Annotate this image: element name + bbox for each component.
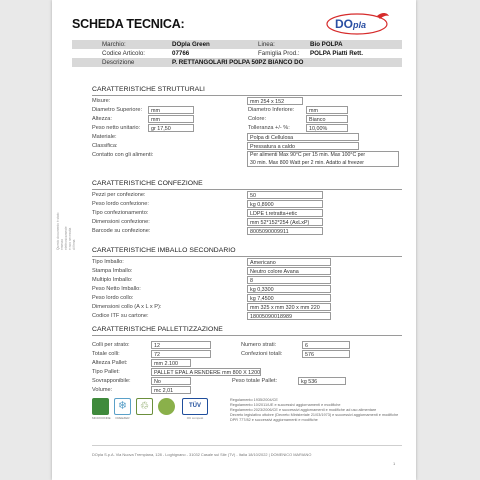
marchio-label: Marchio: bbox=[102, 40, 126, 48]
page-number: 1 bbox=[393, 461, 396, 466]
pezzi-value: 50 bbox=[247, 191, 323, 199]
linea-value: Bio POLPA bbox=[310, 40, 343, 48]
diametro-inferiore-label: Diametro Inferiore: bbox=[248, 107, 295, 113]
side-note-line: e non necessita bbox=[68, 227, 72, 250]
side-note-line: elettronicamente bbox=[64, 226, 68, 250]
tipo-imballo-label: Tipo Imballo: bbox=[92, 259, 124, 265]
section-title-pallet: CARATTERISTICHE PALLETTIZZAZIONE bbox=[92, 326, 223, 333]
freezer-icon: ❄ FREEZER bbox=[115, 400, 130, 420]
microwave-icon bbox=[92, 398, 109, 426]
certification-icons bbox=[92, 398, 210, 428]
dimensioni-collo-label: Dimensioni collo (A x L x P): bbox=[92, 304, 162, 310]
numero-strati-value: 6 bbox=[302, 341, 350, 349]
peso-lordo-collo-value: kg 7,4500 bbox=[247, 294, 331, 302]
compost-icon: ♲ bbox=[136, 398, 153, 426]
tipo-confezionamento-label: Tipo confezionamento: bbox=[92, 210, 149, 216]
colore-value: Bianco bbox=[306, 115, 348, 123]
tolleranza-value: 10,00% bbox=[306, 124, 348, 132]
tipo-pallet-value: PALLET EPAL A RENDERE mm 800 X 1200 bbox=[151, 368, 261, 376]
sovrapponibile-value: No bbox=[151, 377, 191, 385]
altezza-value: mm bbox=[148, 115, 194, 123]
multiplo-imballo-label: Multiplo Imballo: bbox=[92, 277, 133, 283]
regulation-line: Regolamento 1935/2004/CE bbox=[230, 398, 278, 402]
dimensioni-confezione-value: mm 52*152*254 (AxLxP) bbox=[247, 218, 323, 226]
side-note-line: emesso bbox=[60, 238, 64, 250]
codice-label: Codice Articolo: bbox=[102, 49, 145, 57]
tipo-imballo-value: Americano bbox=[247, 258, 331, 266]
peso-totale-pallet-value: kg 536 bbox=[298, 377, 346, 385]
dopla-logo bbox=[325, 10, 395, 36]
peso-netto-imballo-label: Peso Netto Imballo: bbox=[92, 286, 141, 292]
sovrapponibile-label: Sovrapponibile: bbox=[92, 378, 131, 384]
svg-text:DO: DO bbox=[335, 17, 353, 31]
pezzi-label: Pezzi per confezione: bbox=[92, 192, 146, 198]
famiglia-value: POLPA Piatti Rett. bbox=[310, 49, 363, 57]
svg-text:pla: pla bbox=[353, 20, 367, 30]
peso-totale-pallet-label: Peso totale Pallet: bbox=[232, 378, 278, 384]
regulations-list bbox=[230, 398, 398, 423]
misure-label: Misure: bbox=[92, 98, 111, 104]
icon-caption: MICROONDE bbox=[92, 416, 111, 420]
colli-strato-label: Colli per strato: bbox=[92, 342, 130, 348]
altezza-label: Altezza: bbox=[92, 116, 112, 122]
tipo-confezionamento-value: LDPE t.retratta+etic bbox=[247, 209, 323, 217]
volume-value: mc 2,01 bbox=[151, 386, 191, 394]
stampa-imballo-label: Stampa Imballo: bbox=[92, 268, 133, 274]
multiplo-imballo-value: 8 bbox=[247, 276, 331, 284]
codice-itf-label: Codice ITF su cartone: bbox=[92, 313, 149, 319]
diametro-superiore-value: mm bbox=[148, 106, 194, 114]
peso-lordo-collo-label: Peso lordo collo: bbox=[92, 295, 134, 301]
side-note-line: Questo documento è stato bbox=[56, 212, 60, 250]
regulation-line: Decreto legislativo ottobre (Decreto Ministeriale 21/03/1973) e successivi aggiornamenti e modifiche bbox=[230, 413, 399, 417]
regulation-line: Regolamento 2023/2006/CE e successivi aggiornamenti e modifiche ad uso alimentare bbox=[230, 408, 377, 412]
colore-label: Colore: bbox=[248, 116, 267, 122]
regulation-line: DPR 777/82 e successivi aggiornamenti e modifiche bbox=[230, 418, 318, 422]
classifica-label: Classifica: bbox=[92, 143, 118, 149]
divider bbox=[92, 256, 402, 257]
altezza-pallet-value: mm 2.100 bbox=[151, 359, 191, 367]
contatto-alimenti-line: Per alimenti Max 90°C per 15 min. Max 100°C per bbox=[250, 152, 366, 158]
famiglia-label: Famiglia Prod.: bbox=[258, 49, 300, 57]
page-footer: DOpla S.p.A. Via Nuova Trempiana, 128 - Loghignano - 31032 Casale sul Sile (TV) - Italia 18/10/2022 | DOMENICO MARIANO bbox=[92, 452, 312, 457]
peso-confezione-value: kg 0,8900 bbox=[247, 200, 323, 208]
side-note-line: di firma bbox=[72, 239, 76, 250]
descrizione-value: P. RETTANGOLARI POLPA 50PZ BIANCO DO bbox=[172, 58, 304, 66]
codice-itf-value: 18005090018989 bbox=[247, 312, 331, 320]
volume-label: Volume: bbox=[92, 387, 113, 393]
colli-strato-value: 12 bbox=[151, 341, 211, 349]
peso-netto-imballo-value: kg 0,3300 bbox=[247, 285, 331, 293]
numero-strati-label: Numero strati: bbox=[241, 342, 277, 348]
tuv-icon: TÜV OK compost bbox=[182, 398, 208, 426]
linea-label: Linea: bbox=[258, 40, 275, 48]
confezioni-totali-value: 576 bbox=[302, 350, 350, 358]
materiale-label: Materiale: bbox=[92, 134, 117, 140]
barcode-label: Barcode su confezione: bbox=[92, 228, 151, 234]
confezioni-totali-label: Confezioni totali: bbox=[241, 351, 283, 357]
codice-value: 07766 bbox=[172, 49, 190, 57]
peso-netto-label: Peso netto unitario: bbox=[92, 125, 141, 131]
totale-colli-value: 72 bbox=[151, 350, 211, 358]
totale-colli-label: Totale colli: bbox=[92, 351, 120, 357]
marchio-value: DOpla Green bbox=[172, 40, 210, 48]
bio-icon bbox=[158, 398, 175, 426]
document-page bbox=[52, 0, 416, 480]
peso-confezione-label: Peso lordo confezione: bbox=[92, 201, 149, 207]
dimensioni-collo-value: mm 325 x mm 320 x mm 220 bbox=[247, 303, 331, 311]
icon-caption: FREEZER bbox=[115, 416, 130, 420]
tolleranza-label: Tolleranza +/- %: bbox=[248, 125, 290, 131]
section-title-confezione: CARATTERISTICHE CONFEZIONE bbox=[92, 180, 203, 187]
descrizione-label: Descrizione bbox=[102, 58, 135, 66]
regulation-line: Regolamento 10/2011/UE e successivi aggiornamenti e modifiche bbox=[230, 403, 341, 407]
contatto-alimenti-line: 30 min. Max 800 Watt per 2 min. Adatto al freezer bbox=[250, 159, 364, 166]
section-title-strutturali: CARATTERISTICHE STRUTTURALI bbox=[92, 86, 206, 93]
stampa-imballo-value: Neutro colore Avana bbox=[247, 267, 331, 275]
contatto-alimenti-label: Contatto con gli alimenti: bbox=[92, 152, 154, 158]
side-note bbox=[54, 100, 74, 250]
divider bbox=[92, 189, 402, 190]
peso-netto-value: gr 17,50 bbox=[148, 124, 194, 132]
classifica-value: Pressatura a caldo bbox=[247, 142, 359, 150]
contatto-alimenti-value bbox=[247, 151, 399, 167]
misure-value: mm 254 x 152 bbox=[247, 97, 303, 105]
footer-divider bbox=[92, 445, 402, 446]
barcode-value: 8005090009911 bbox=[247, 227, 323, 235]
diametro-inferiore-value: mm bbox=[306, 106, 348, 114]
section-title-imballo: CARATTERISTICHE IMBALLO SECONDARIO bbox=[92, 247, 236, 254]
page-title: SCHEDA TECNICA: bbox=[72, 17, 185, 31]
icon-caption: OK compost bbox=[186, 416, 204, 420]
diametro-superiore-label: Diametro Superiore: bbox=[92, 107, 143, 113]
divider bbox=[92, 335, 402, 336]
dimensioni-confezione-label: Dimensioni confezione: bbox=[92, 219, 150, 225]
divider bbox=[92, 95, 402, 96]
materiale-value: Polpa di Cellulosa bbox=[247, 133, 359, 141]
tipo-pallet-label: Tipo Pallet: bbox=[92, 369, 120, 375]
altezza-pallet-label: Altezza Pallet: bbox=[92, 360, 128, 366]
